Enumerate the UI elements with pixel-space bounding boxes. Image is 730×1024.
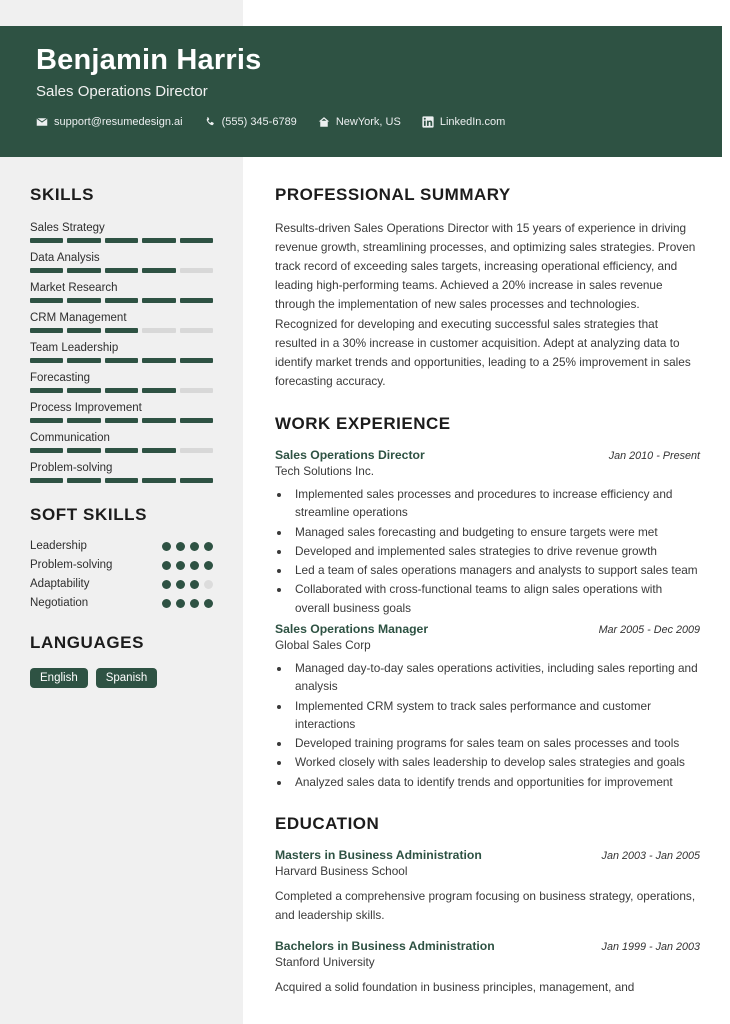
skill-bar-segment — [180, 388, 213, 393]
skill-bar-segment — [180, 238, 213, 243]
candidate-name: Benjamin Harris — [36, 44, 262, 76]
contact-linkedin-text: LinkedIn.com — [439, 116, 506, 129]
skill-bar — [30, 298, 213, 303]
skill-bar-segment — [142, 478, 175, 483]
skill-bar-segment — [67, 298, 100, 303]
contact-row — [36, 116, 722, 128]
language-badge: Spanish — [96, 668, 158, 688]
rating-dot — [162, 542, 171, 551]
summary-text: Results-driven Sales Operations Director with 15 years of experience in driving revenue growth, streamlining processes, and optimizing sales strategies. Proven track record of exceeding sales targets, increasing operational efficiency, and leading high-performing teams. Achieved a 20% increase in sales revenue through the implementation of new sales processes and technologies. Recognized for developing and executing successful sales strategies that resulted in a 30% increase in customer acquisition. Adept at analyzing data to identify market trends and opportunities, leading to a 25% improvement in sales forecasting accuracy. — [275, 221, 696, 388]
experience-organization: Global Sales Corp — [275, 637, 371, 652]
soft-skills-section — [30, 505, 213, 609]
rating-dot — [204, 599, 213, 608]
skills-heading: SKILLS — [30, 185, 95, 204]
skill-bar-segment — [142, 358, 175, 363]
skill-row — [30, 282, 213, 303]
skill-row — [30, 372, 213, 393]
skill-bar-segment — [105, 298, 138, 303]
experience-bullet-list — [291, 485, 700, 617]
sidebar — [0, 157, 243, 688]
education-entry — [275, 939, 700, 997]
skill-bar-segment — [180, 448, 213, 453]
skill-bar-segment — [105, 418, 138, 423]
skill-row — [30, 252, 213, 273]
skill-bar-segment — [67, 328, 100, 333]
soft-skill-rating — [162, 561, 213, 570]
skill-bar-segment — [180, 478, 213, 483]
skill-row — [30, 432, 213, 453]
rating-dot — [176, 580, 185, 589]
contact-email-text: support@resumedesign.ai — [54, 116, 183, 129]
skill-bar — [30, 358, 213, 363]
skill-bar-segment — [30, 328, 63, 333]
skill-bar-segment — [105, 388, 138, 393]
skill-label: Problem-solving — [30, 462, 113, 474]
skill-bar-segment — [67, 388, 100, 393]
skill-bar-segment — [142, 298, 175, 303]
rating-dot — [162, 580, 171, 589]
education-school: Harvard Business School — [275, 863, 408, 878]
experience-bullet: • Developed and implemented sales strategies to drive revenue growth — [291, 542, 700, 560]
skill-bar-segment — [105, 478, 138, 483]
skill-bar-segment — [67, 478, 100, 483]
skill-label: Sales Strategy — [30, 222, 105, 234]
skill-bar-segment — [67, 448, 100, 453]
skill-row — [30, 312, 213, 333]
experience-bullet-list — [291, 659, 700, 791]
experience-title: Sales Operations Director — [275, 447, 425, 462]
soft-skill-row — [30, 559, 213, 571]
rating-dot — [176, 561, 185, 570]
rating-dot — [176, 599, 185, 608]
experience-bullet: • Implemented CRM system to track sales performance and customer interactions — [291, 697, 700, 734]
education-entry-header — [275, 939, 700, 953]
experience-entry — [275, 622, 700, 791]
skill-bar — [30, 268, 213, 273]
experience-bullet: • Analyzed sales data to identify trends and opportunities for improvement — [291, 773, 700, 791]
skill-label: Market Research — [30, 282, 118, 294]
education-description: Acquired a solid foundation in business principles, management, and — [275, 979, 635, 994]
experience-entry — [275, 448, 700, 617]
education-list — [275, 848, 700, 997]
skill-bar-segment — [30, 388, 63, 393]
experience-date: Mar 2005 - Dec 2009 — [598, 623, 700, 636]
experience-date: Jan 2010 - Present — [608, 449, 700, 462]
summary-heading: PROFESSIONAL SUMMARY — [275, 185, 511, 204]
languages-list — [30, 668, 213, 688]
languages-heading: LANGUAGES — [30, 633, 145, 652]
skill-bar-segment — [105, 448, 138, 453]
experience-heading: WORK EXPERIENCE — [275, 413, 451, 433]
skill-bar — [30, 448, 213, 453]
experience-bullet: • Developed training programs for sales team on sales processes and tools — [291, 734, 700, 752]
experience-organization: Tech Solutions Inc. — [275, 463, 375, 478]
education-entry — [275, 848, 700, 925]
skill-bar — [30, 388, 213, 393]
soft-skill-label: Adaptability — [30, 578, 90, 590]
summary-section — [275, 185, 700, 391]
skill-row — [30, 402, 213, 423]
contact-location[interactable] — [318, 116, 401, 128]
education-degree: Masters in Business Administration — [275, 847, 482, 862]
skill-bar-segment — [142, 418, 175, 423]
rating-dot — [176, 542, 185, 551]
skill-bar-segment — [142, 448, 175, 453]
experience-bullet: • Managed sales forecasting and budgeting to ensure targets were met — [291, 523, 700, 541]
skill-row — [30, 342, 213, 363]
rating-dot — [190, 580, 199, 589]
skill-bar-segment — [180, 358, 213, 363]
skill-bar-segment — [67, 268, 100, 273]
experience-section — [275, 414, 700, 791]
skill-label: CRM Management — [30, 312, 127, 324]
skill-bar-segment — [30, 298, 63, 303]
soft-skill-row — [30, 597, 213, 609]
soft-skill-label: Negotiation — [30, 597, 89, 609]
soft-skill-rating — [162, 542, 213, 551]
experience-entry-header — [275, 448, 700, 462]
skill-row — [30, 462, 213, 483]
skill-bar-segment — [180, 418, 213, 423]
rating-dot — [190, 599, 199, 608]
soft-skill-label: Leadership — [30, 540, 87, 552]
skill-bar-segment — [67, 358, 100, 363]
education-section — [275, 814, 700, 997]
skill-label: Data Analysis — [30, 252, 100, 264]
experience-bullet: • Managed day-to-day sales operations activities, including sales reporting and analysis — [291, 659, 700, 696]
education-degree: Bachelors in Business Administration — [275, 938, 495, 953]
contact-phone[interactable] — [204, 116, 297, 128]
skill-label: Process Improvement — [30, 402, 142, 414]
skill-bar-segment — [142, 388, 175, 393]
education-date: Jan 1999 - Jan 2003 — [601, 940, 700, 953]
skill-bar — [30, 418, 213, 423]
soft-skills-heading: SOFT SKILLS — [30, 505, 148, 524]
candidate-role: Sales Operations Director — [36, 83, 208, 101]
language-badge: English — [30, 668, 88, 688]
skill-bar-segment — [30, 238, 63, 243]
skill-bar — [30, 478, 213, 483]
home-icon — [318, 116, 330, 128]
skill-bar-segment — [142, 328, 175, 333]
skill-bar — [30, 328, 213, 333]
soft-skills-list — [30, 540, 213, 609]
education-description: Completed a comprehensive program focusing on business strategy, operations, and leadership skills. — [275, 888, 696, 922]
skill-bar-segment — [30, 418, 63, 423]
skill-bar-segment — [105, 268, 138, 273]
skill-label: Communication — [30, 432, 110, 444]
education-entry-header — [275, 848, 700, 862]
experience-bullet: • Led a team of sales operations managers and analysts to support sales team — [291, 561, 700, 579]
experience-bullet: • Implemented sales processes and procedures to increase efficiency and streamline operations — [291, 485, 700, 522]
skill-bar-segment — [142, 268, 175, 273]
soft-skill-rating — [162, 599, 213, 608]
contact-phone-text: (555) 345-6789 — [221, 116, 297, 129]
soft-skill-label: Problem-solving — [30, 559, 113, 571]
experience-title: Sales Operations Manager — [275, 621, 429, 636]
skill-bar-segment — [105, 328, 138, 333]
skill-bar-segment — [180, 268, 213, 273]
skill-bar-segment — [105, 358, 138, 363]
rating-dot — [204, 542, 213, 551]
skill-bar-segment — [180, 328, 213, 333]
education-school: Stanford University — [275, 954, 375, 969]
contact-linkedin[interactable] — [422, 116, 505, 128]
skills-list — [30, 222, 213, 483]
skill-row — [30, 222, 213, 243]
linkedin-icon — [422, 116, 434, 128]
contact-location-text: NewYork, US — [335, 116, 401, 129]
phone-icon — [204, 116, 216, 128]
rating-dot — [190, 542, 199, 551]
soft-skill-row — [30, 540, 213, 552]
rating-dot — [204, 561, 213, 570]
experience-entry-header — [275, 622, 700, 636]
skill-bar-segment — [30, 478, 63, 483]
experience-bullet: • Collaborated with cross-functional teams to align sales operations with overall business goals — [291, 580, 700, 617]
resume-header — [0, 26, 722, 157]
skill-bar-segment — [67, 238, 100, 243]
skill-bar-segment — [180, 298, 213, 303]
skill-bar-segment — [30, 358, 63, 363]
rating-dot — [162, 561, 171, 570]
skill-bar-segment — [142, 238, 175, 243]
rating-dot — [162, 599, 171, 608]
skill-label: Forecasting — [30, 372, 91, 384]
skill-bar-segment — [30, 448, 63, 453]
education-date: Jan 2003 - Jan 2005 — [601, 849, 700, 862]
soft-skill-rating — [162, 580, 213, 589]
skill-bar-segment — [105, 238, 138, 243]
envelope-icon — [36, 116, 48, 128]
soft-skill-row — [30, 578, 213, 590]
rating-dot — [190, 561, 199, 570]
skill-bar-segment — [67, 418, 100, 423]
main-content — [243, 157, 730, 1011]
experience-list — [275, 448, 700, 791]
skill-label: Team Leadership — [30, 342, 119, 354]
skill-bar-segment — [30, 268, 63, 273]
experience-bullet: • Worked closely with sales leadership to develop sales strategies and goals — [291, 753, 700, 771]
skill-bar — [30, 238, 213, 243]
education-heading: EDUCATION — [275, 813, 380, 833]
languages-section — [30, 633, 213, 688]
contact-email[interactable] — [36, 116, 183, 128]
rating-dot — [204, 580, 213, 589]
